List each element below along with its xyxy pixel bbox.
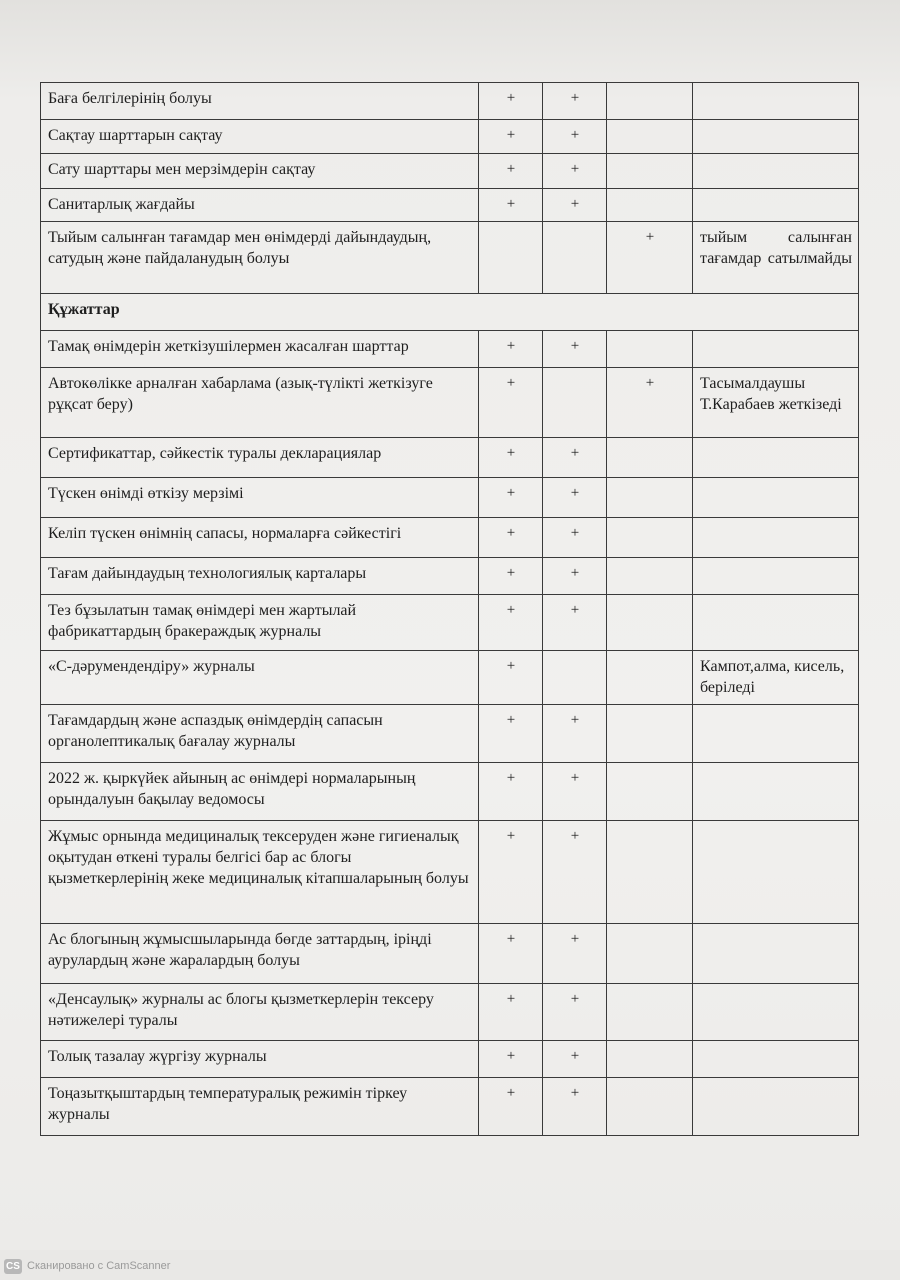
- mark-cell: +: [607, 368, 693, 438]
- table-row: [41, 558, 859, 595]
- table-row: [41, 1041, 859, 1078]
- mark-cell: +: [543, 438, 607, 478]
- row-title-cell: Санитарлық жағдайы: [41, 189, 479, 222]
- camscanner-logo-icon: CS: [4, 1259, 22, 1274]
- mark-cell: +: [543, 924, 607, 984]
- mark-cell: +: [479, 1041, 543, 1078]
- mark-cell: [543, 222, 607, 294]
- mark-cell: +: [543, 984, 607, 1041]
- row-title-cell: «Денсаулық» журналы ас блогы қызметкерлерін тексеру нәтижелері туралы: [41, 984, 479, 1041]
- mark-cell: +: [479, 518, 543, 558]
- remark-cell: [693, 558, 859, 595]
- section-header-row: [41, 294, 859, 331]
- row-title-cell: «С-дәрумендендіру» журналы: [41, 651, 479, 705]
- mark-cell: +: [543, 478, 607, 518]
- remark-cell: [693, 984, 859, 1041]
- row-title-cell: Тамақ өнімдерін жеткізушілермен жасалған шарттар: [41, 331, 479, 368]
- mark-cell: [479, 222, 543, 294]
- table-row: [41, 705, 859, 763]
- mark-cell: +: [479, 924, 543, 984]
- remark-cell: [693, 83, 859, 120]
- mark-cell: [607, 1078, 693, 1136]
- row-title-cell: Түскен өнімді өткізу мерзімі: [41, 478, 479, 518]
- table-row: [41, 763, 859, 821]
- table-row: [41, 478, 859, 518]
- mark-cell: +: [543, 763, 607, 821]
- remark-cell: [693, 331, 859, 368]
- table-row: [41, 651, 859, 705]
- table-row: [41, 154, 859, 189]
- mark-cell: +: [543, 558, 607, 595]
- mark-cell: +: [479, 705, 543, 763]
- mark-cell: [607, 518, 693, 558]
- mark-cell: +: [479, 1078, 543, 1136]
- remark-cell: [693, 478, 859, 518]
- remark-cell: [693, 705, 859, 763]
- remark-cell: [693, 120, 859, 154]
- row-title-cell: Ас блогының жұмысшыларында бөгде заттардың, іріңді аурулардың және жаралардың болуы: [41, 924, 479, 984]
- row-title-cell: Баға белгілерінің болуы: [41, 83, 479, 120]
- mark-cell: +: [543, 821, 607, 924]
- mark-cell: +: [543, 189, 607, 222]
- mark-cell: [607, 821, 693, 924]
- row-title-cell: Тағамдардың және аспаздық өнімдердің сапасын органолептикалық бағалау журналы: [41, 705, 479, 763]
- row-title-cell: Тез бұзылатын тамақ өнімдері мен жартылай фабрикаттардың бракераждық журналы: [41, 595, 479, 651]
- mark-cell: +: [479, 558, 543, 595]
- section-title: Құжаттар: [41, 294, 859, 331]
- mark-cell: +: [607, 222, 693, 294]
- table-row: [41, 189, 859, 222]
- mark-cell: +: [479, 595, 543, 651]
- remark-cell: [693, 1041, 859, 1078]
- mark-cell: [607, 705, 693, 763]
- mark-cell: +: [479, 438, 543, 478]
- row-title-cell: Автокөлікке арналған хабарлама (азық-түлікті жеткізуге рұқсат беру): [41, 368, 479, 438]
- mark-cell: [607, 763, 693, 821]
- remark-cell: Кампот,алма, кисель, беріледі: [693, 651, 859, 705]
- remark-cell: [693, 595, 859, 651]
- mark-cell: +: [543, 154, 607, 189]
- mark-cell: [607, 120, 693, 154]
- row-title-cell: 2022 ж. қыркүйек айының ас өнімдері нормаларының орындалуын бақылау ведомосы: [41, 763, 479, 821]
- table-row: [41, 222, 859, 294]
- mark-cell: [607, 984, 693, 1041]
- mark-cell: [543, 368, 607, 438]
- remark-cell: [693, 518, 859, 558]
- table-row: [41, 438, 859, 478]
- mark-cell: +: [479, 331, 543, 368]
- remark-cell: [693, 924, 859, 984]
- mark-cell: +: [543, 705, 607, 763]
- mark-cell: [607, 595, 693, 651]
- row-title-cell: Тоңазытқыштардың температуралық режимін тіркеу журналы: [41, 1078, 479, 1136]
- inspection-checklist-table: [40, 82, 859, 1136]
- mark-cell: [607, 438, 693, 478]
- mark-cell: +: [543, 595, 607, 651]
- row-title-cell: Жұмыс орнында медициналық тексеруден және гигиеналық оқытудан өткені туралы белгісі бар ас блогы қызметкерлерінің жеке медициналық кітапшаларының болуы: [41, 821, 479, 924]
- camscanner-caption: Сканировано с CamScanner: [27, 1260, 171, 1272]
- table-row: [41, 984, 859, 1041]
- row-title-cell: Тыйым салынған тағамдар мен өнімдерді дайындаудың, сатудың және пайдаланудың болуы: [41, 222, 479, 294]
- mark-cell: [607, 189, 693, 222]
- mark-cell: +: [479, 368, 543, 438]
- remark-cell: [693, 189, 859, 222]
- table-row: [41, 83, 859, 120]
- table-row: [41, 821, 859, 924]
- mark-cell: [607, 83, 693, 120]
- mark-cell: +: [479, 651, 543, 705]
- mark-cell: +: [479, 189, 543, 222]
- mark-cell: [607, 154, 693, 189]
- row-title-cell: Келіп түскен өнімнің сапасы, нормаларға сәйкестігі: [41, 518, 479, 558]
- row-title-cell: Сертификаттар, сәйкестік туралы декларациялар: [41, 438, 479, 478]
- remark-cell: [693, 154, 859, 189]
- row-title-cell: Тағам дайындаудың технологиялық карталары: [41, 558, 479, 595]
- mark-cell: +: [543, 120, 607, 154]
- mark-cell: +: [479, 763, 543, 821]
- row-title-cell: Сақтау шарттарын сақтау: [41, 120, 479, 154]
- table-row: [41, 331, 859, 368]
- mark-cell: [607, 1041, 693, 1078]
- table-row: [41, 518, 859, 558]
- mark-cell: [607, 924, 693, 984]
- mark-cell: [607, 558, 693, 595]
- mark-cell: +: [543, 83, 607, 120]
- mark-cell: +: [479, 478, 543, 518]
- mark-cell: +: [479, 821, 543, 924]
- table-row: [41, 368, 859, 438]
- remark-cell: Тасымалдаушы Т.Карабаев жеткізеді: [693, 368, 859, 438]
- mark-cell: [607, 478, 693, 518]
- mark-cell: +: [479, 984, 543, 1041]
- row-title-cell: Сату шарттары мен мерзімдерін сақтау: [41, 154, 479, 189]
- mark-cell: +: [543, 1041, 607, 1078]
- mark-cell: [543, 651, 607, 705]
- table-row: [41, 595, 859, 651]
- mark-cell: [607, 331, 693, 368]
- camscanner-watermark: [4, 1257, 170, 1275]
- mark-cell: +: [479, 154, 543, 189]
- mark-cell: +: [543, 331, 607, 368]
- row-title-cell: Толық тазалау жүргізу журналы: [41, 1041, 479, 1078]
- mark-cell: +: [479, 83, 543, 120]
- remark-cell: [693, 821, 859, 924]
- remark-cell: тыйым салынған тағамдар сатылмайды: [693, 222, 859, 294]
- table-row: [41, 1078, 859, 1136]
- table-row: [41, 924, 859, 984]
- mark-cell: +: [543, 518, 607, 558]
- mark-cell: +: [479, 120, 543, 154]
- mark-cell: [607, 651, 693, 705]
- table-row: [41, 120, 859, 154]
- mark-cell: +: [543, 1078, 607, 1136]
- remark-cell: [693, 438, 859, 478]
- remark-cell: [693, 1078, 859, 1136]
- remark-cell: [693, 763, 859, 821]
